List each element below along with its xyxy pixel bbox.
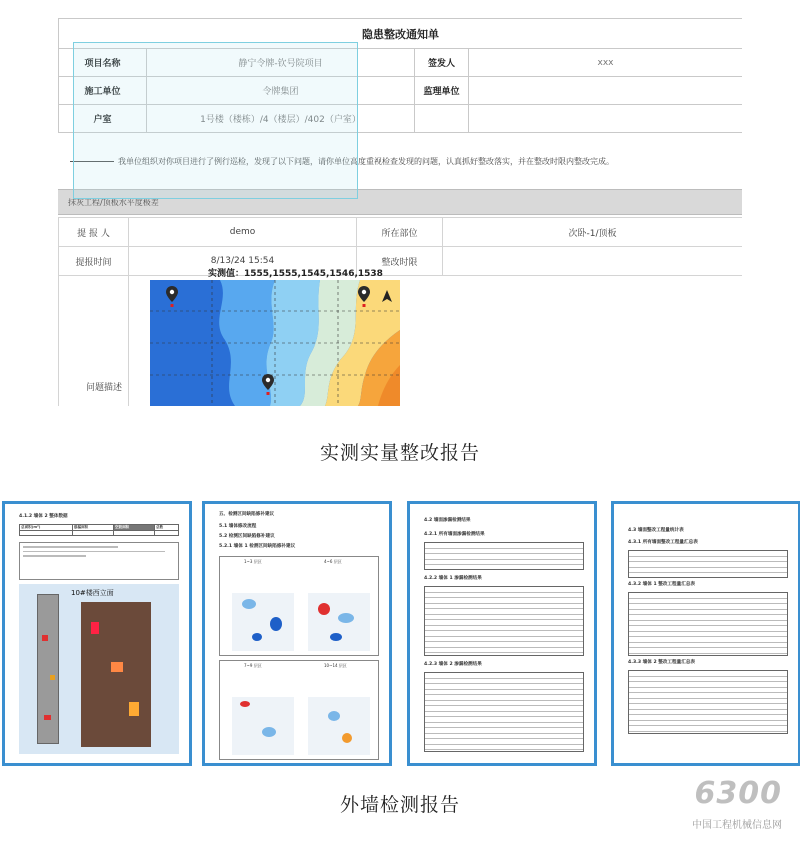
report-thumbnail-repair-suggestions[interactable] xyxy=(202,501,392,766)
report2-sub3: 5.2.1 墙体 1 检测区间缺陷修补建议 xyxy=(219,544,296,549)
report3-sub2: 4.2.2 墙体 1 渗漏检测结果 xyxy=(424,576,482,581)
project-value: 静宁令牌-钦号院项目 xyxy=(147,49,415,77)
defect-map xyxy=(232,593,294,651)
supervisor-label: 监理单位 xyxy=(415,77,469,105)
room-value: 1号楼（楼栋）/4（楼层）/402（户室） xyxy=(147,105,415,133)
report1-photo-area xyxy=(19,584,179,754)
north-arrow-icon xyxy=(382,290,392,302)
unit-value: 令牌集团 xyxy=(147,77,415,105)
report3-table2 xyxy=(424,586,584,656)
measured-values: 实测值：1555,1555,1545,1546,1538 xyxy=(208,269,383,279)
report-time-label: 提报时间 xyxy=(59,247,129,276)
report1-table xyxy=(19,524,179,536)
report3-sub1: 4.2.1 所有墙面渗漏检测结果 xyxy=(424,532,485,537)
room-spacer-2 xyxy=(469,105,743,133)
panel-label: 10~14 层区 xyxy=(324,663,347,668)
report-thumbnail-leakage-results[interactable] xyxy=(407,501,597,766)
room-label: 户室 xyxy=(59,105,147,133)
reporter-value: demo xyxy=(129,218,357,247)
caption-measurement-report: 实测实量整改报告 xyxy=(319,442,480,464)
report4-sub2: 4.3.2 墙体 1 整改工程量汇总表 xyxy=(628,582,696,587)
report1-cell: 渗漏面积 xyxy=(72,525,113,531)
deadline-label: 整改时限 xyxy=(357,247,443,276)
issuer-label: 签发人 xyxy=(415,49,469,77)
location-pin-icon xyxy=(262,374,274,396)
report4-table1 xyxy=(628,550,788,578)
report-thumbnail-wall-data[interactable] xyxy=(2,501,192,766)
report3-sub3: 4.2.3 墙体 2 渗漏检测结果 xyxy=(424,662,482,667)
deadline-value xyxy=(443,247,743,276)
panel-label: 4~6 层区 xyxy=(324,559,342,564)
report1-notes-box xyxy=(19,542,179,580)
report-time-value: 8/13/24 15:54 xyxy=(129,247,357,276)
watermark-logo: 6300 xyxy=(694,776,782,811)
location-pin-icon xyxy=(358,286,370,308)
facade-strip xyxy=(37,594,59,744)
location-value: 次卧-1/顶板 xyxy=(443,218,743,247)
report-thumbnail-quantity-stats[interactable] xyxy=(611,501,800,766)
report2-sub1: 5.1 墙体修改流程 xyxy=(219,524,257,529)
rectification-notice xyxy=(58,18,742,406)
selection-overlay xyxy=(73,42,358,199)
problem-label: 问题描述 xyxy=(86,383,123,393)
report2-panel-row1 xyxy=(219,556,379,656)
supervisor-value xyxy=(469,77,743,105)
reporter-label: 提 报 人 xyxy=(59,218,129,247)
panel-label: 7~9 层区 xyxy=(244,663,262,668)
building-photo xyxy=(81,602,151,747)
report4-sub1: 4.3.1 所有墙面整改工程量汇总表 xyxy=(628,540,698,545)
report4-table3 xyxy=(628,670,788,734)
notice-title: 隐患整改通知单 xyxy=(59,19,743,49)
room-spacer xyxy=(415,105,469,133)
report3-table3 xyxy=(424,672,584,752)
defect-map xyxy=(308,593,370,651)
defect-map xyxy=(232,697,294,755)
location-label: 所在部位 xyxy=(357,218,443,247)
building-label: 10#楼西立面 xyxy=(71,589,114,597)
report4-heading: 4.3 墙面整改工程量统计表 xyxy=(628,528,684,533)
unit-label: 施工单位 xyxy=(59,77,147,105)
report1-cell: 空鼓面积 xyxy=(113,525,154,531)
report1-cell: 总数 xyxy=(154,525,178,531)
issuer-value: xxx xyxy=(469,49,743,77)
defect-map xyxy=(308,697,370,755)
caption-facade-report: 外墙检测报告 xyxy=(339,794,460,816)
notice-body-text: 我单位组织对你项目进行了例行巡检，发现了以下问题，请你单位高度重视检查发现的问题，认真抓好整改落实，并在整改时限内整改完成。 xyxy=(118,157,614,166)
report2-heading: 五、检测区间缺陷修补建议 xyxy=(219,512,275,517)
report2-sub2: 5.2 检测区间缺陷修补建议 xyxy=(219,534,275,539)
report3-heading: 4.2 墙面渗漏检测结果 xyxy=(424,518,471,523)
report4-table2 xyxy=(628,592,788,656)
report3-table1 xyxy=(424,542,584,570)
issue-section-title: 抹灰工程/顶板水平度极差 xyxy=(58,189,742,215)
panel-label: 1~3 层区 xyxy=(244,559,262,564)
report1-cell: 总面积(m²) xyxy=(20,525,73,531)
flatness-heatmap xyxy=(150,280,400,406)
report2-panel-row2 xyxy=(219,660,379,760)
report1-heading: 4.1.2 墙体 2 整体数据 xyxy=(19,514,68,519)
location-pin-icon xyxy=(166,286,178,308)
project-label: 项目名称 xyxy=(59,49,147,77)
watermark-site: 中国工程机械信息网 xyxy=(692,820,782,831)
report4-sub3: 4.3.3 墙体 2 整改工程量汇总表 xyxy=(628,660,696,665)
